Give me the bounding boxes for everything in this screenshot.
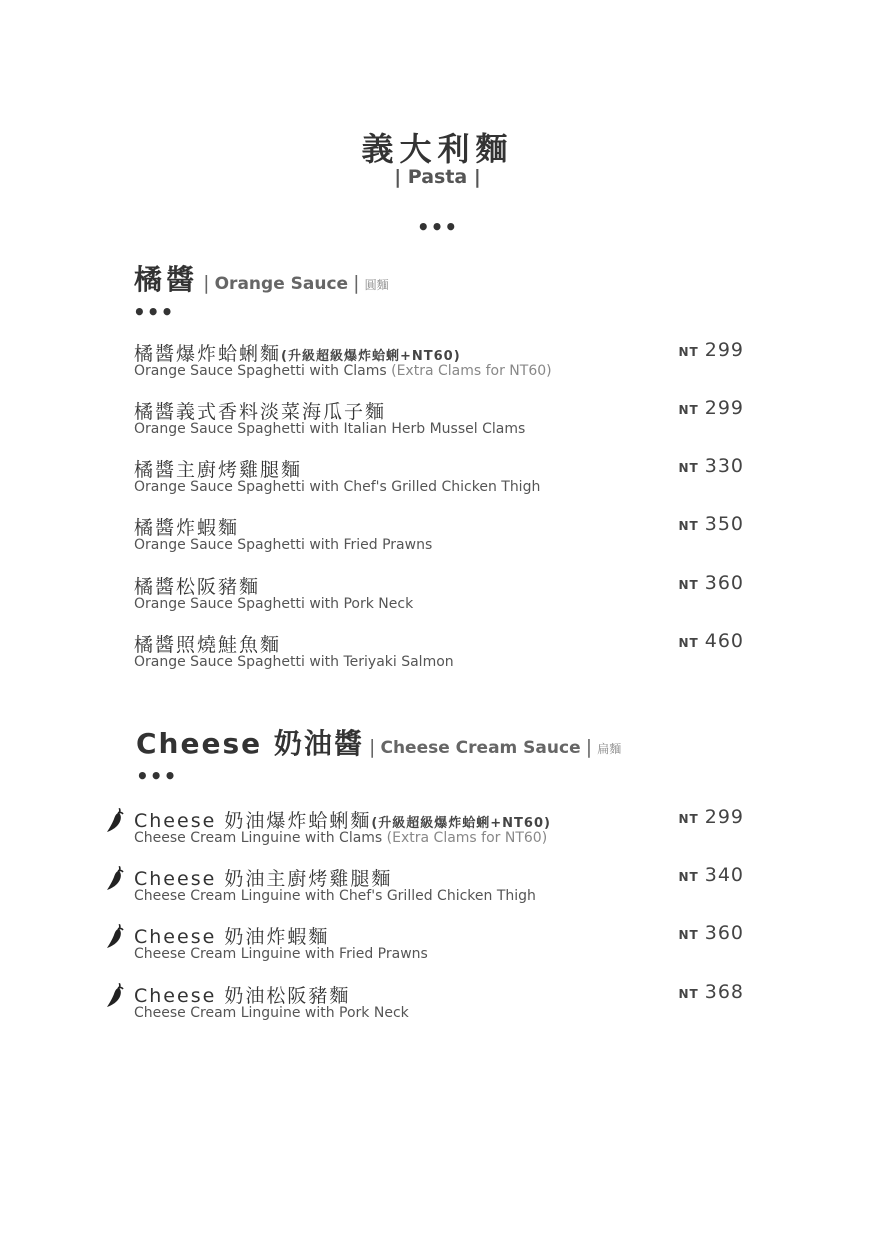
- chili-pepper-icon: [106, 865, 126, 891]
- price-value: 360: [704, 572, 744, 594]
- chili-pepper-icon: [106, 923, 126, 949]
- item-price: [679, 630, 745, 652]
- price-value: 340: [704, 864, 744, 886]
- currency-label: NT: [678, 870, 699, 884]
- currency-label: NT: [678, 461, 699, 475]
- separator: |: [368, 736, 376, 758]
- item-name-zh: 橘醬義式香料淡菜海瓜子麵: [134, 401, 387, 423]
- menu-item: [134, 806, 746, 856]
- menu-item: [134, 864, 746, 914]
- section-divider-dots: •••: [136, 764, 178, 788]
- menu-item: [134, 455, 746, 505]
- noodle-type: 圓麵: [364, 278, 389, 292]
- item-name-en: Cheese Cream Linguine with Pork Neck: [134, 1005, 409, 1021]
- price-value: 299: [704, 339, 744, 361]
- price-value: 350: [704, 513, 744, 535]
- page-subtitle: | Pasta |: [394, 166, 481, 188]
- item-price: [679, 455, 745, 477]
- item-price: [679, 806, 745, 828]
- item-name-zh: 橘醬主廚烤雞腿麵: [134, 459, 303, 481]
- item-upgrade-note: (升級超級爆炸蛤蜊+NT60): [281, 349, 461, 364]
- item-name-en: Cheese Cream Linguine with Clams: [134, 830, 383, 846]
- section-heading-cheese-cream-sauce: [136, 722, 621, 762]
- item-price: [679, 513, 745, 535]
- item-price: [679, 572, 745, 594]
- item-name-zh: 橘醬炸蝦麵: [134, 517, 240, 539]
- price-value: 299: [704, 806, 744, 828]
- currency-label: NT: [678, 928, 699, 942]
- menu-item: [134, 981, 746, 1031]
- section-name-zh: Cheese 奶油醬: [136, 727, 364, 760]
- chili-pepper-icon: [106, 982, 126, 1008]
- item-name-en: Cheese Cream Linguine with Chef's Grilled Chicken Thigh: [134, 888, 536, 904]
- currency-label: NT: [678, 636, 699, 650]
- item-name-zh: Cheese 奶油炸蝦麵: [134, 926, 330, 948]
- item-name-en: Orange Sauce Spaghetti with Chef's Grilled Chicken Thigh: [134, 479, 541, 495]
- price-value: 330: [704, 455, 744, 477]
- noodle-type: 扁麵: [597, 742, 622, 756]
- price-value: 460: [704, 630, 744, 652]
- item-price: [679, 981, 745, 1003]
- item-price: [679, 339, 745, 361]
- menu-item: [134, 572, 746, 622]
- item-name-en: Orange Sauce Spaghetti with Italian Herb Mussel Clams: [134, 421, 526, 437]
- item-name-zh: 橘醬松阪豬麵: [134, 576, 261, 598]
- section-name-en: Orange Sauce: [214, 274, 349, 294]
- menu-item: [134, 630, 746, 680]
- separator: |: [585, 736, 593, 758]
- item-name-zh: Cheese 奶油主廚烤雞腿麵: [134, 868, 393, 890]
- item-name-zh: Cheese 奶油松阪豬麵: [134, 985, 351, 1007]
- price-value: 299: [704, 397, 744, 419]
- item-name-zh: 橘醬爆炸蛤蜊麵: [134, 343, 282, 365]
- currency-label: NT: [678, 403, 699, 417]
- currency-label: NT: [678, 987, 699, 1001]
- price-value: 368: [704, 981, 744, 1003]
- section-heading-orange-sauce: [134, 258, 389, 298]
- page-title: 義大利麵: [361, 130, 514, 168]
- item-name-en: Orange Sauce Spaghetti with Teriyaki Salmon: [134, 654, 454, 670]
- currency-label: NT: [678, 519, 699, 533]
- section-name-zh: 橘醬: [134, 263, 199, 296]
- currency-label: NT: [678, 345, 699, 359]
- price-value: 360: [704, 922, 744, 944]
- item-price: [679, 864, 745, 886]
- currency-label: NT: [678, 578, 699, 592]
- item-name-en: Orange Sauce Spaghetti with Pork Neck: [134, 596, 414, 612]
- menu-item: [134, 397, 746, 447]
- item-name-en: Orange Sauce Spaghetti with Clams: [134, 363, 387, 379]
- menu-item: [134, 339, 746, 389]
- item-name-en: Orange Sauce Spaghetti with Fried Prawns: [134, 537, 433, 553]
- item-price: [679, 922, 745, 944]
- item-upgrade-note-en: (Extra Clams for NT60): [391, 363, 552, 379]
- item-upgrade-note: (升級超級爆炸蛤蜊+NT60): [371, 816, 551, 831]
- item-name-zh: Cheese 奶油爆炸蛤蜊麵: [134, 810, 372, 832]
- title-divider-dots: •••: [416, 215, 459, 239]
- menu-item: [134, 922, 746, 972]
- section-divider-dots: •••: [133, 300, 175, 324]
- item-price: [679, 397, 745, 419]
- chili-pepper-icon: [106, 807, 126, 833]
- item-upgrade-note-en: (Extra Clams for NT60): [386, 830, 548, 846]
- menu-item: [134, 513, 746, 563]
- item-name-en: Cheese Cream Linguine with Fried Prawns: [134, 946, 428, 962]
- item-name-zh: 橘醬照燒鮭魚麵: [134, 634, 282, 656]
- section-name-en: Cheese Cream Sauce: [380, 738, 581, 758]
- separator: |: [203, 272, 210, 294]
- currency-label: NT: [678, 812, 699, 826]
- separator: |: [353, 272, 360, 294]
